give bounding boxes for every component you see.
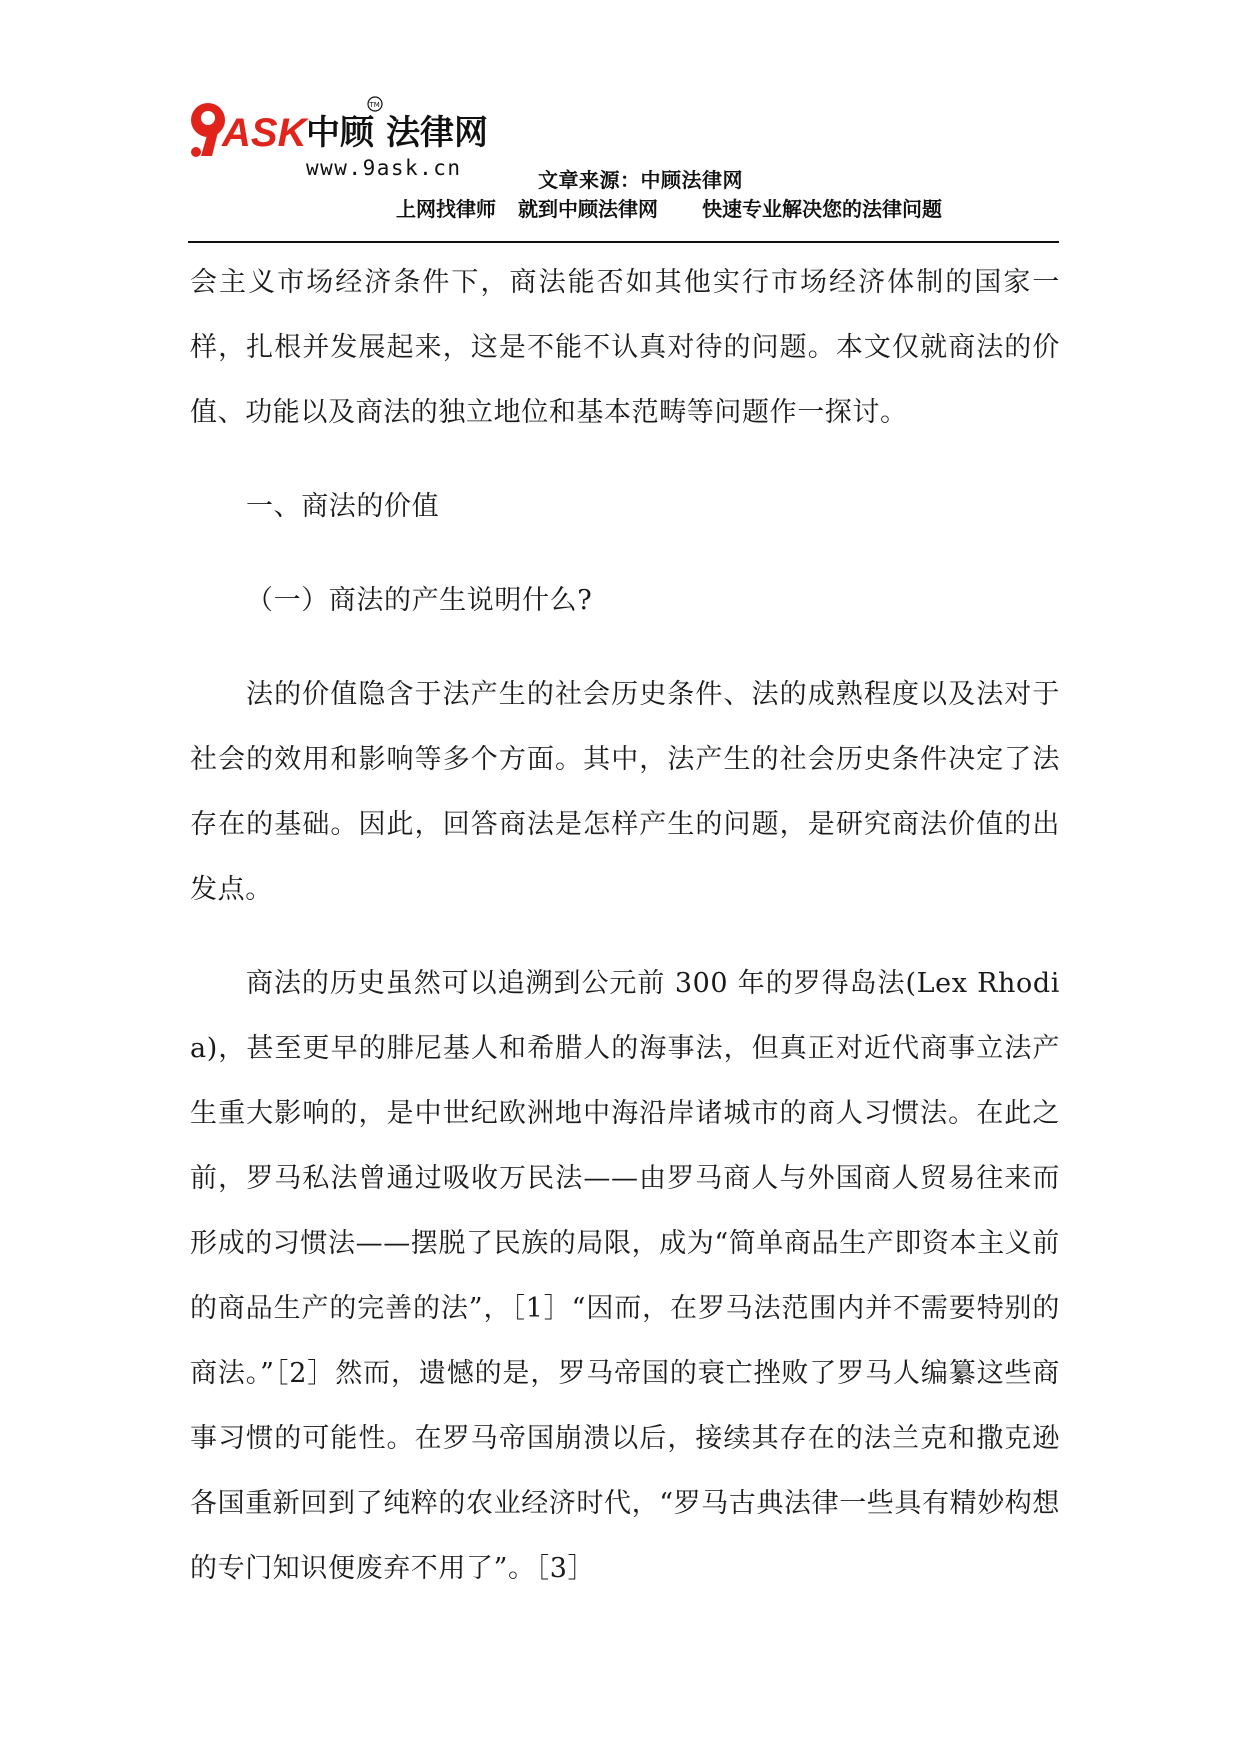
document-body xyxy=(190,250,1060,1601)
body-paragraph-1: 法的价值隐含于法产生的社会历史条件、法的成熟程度以及法对于社会的效用和影响等多个方面。其中，法产生的社会历史条件决定了法存在的基础。因此，回答商法是怎样产生的问题，是研究商法价值的出发点。 xyxy=(190,679,1060,905)
section-heading: 一、商法的价值 xyxy=(246,491,440,522)
logo-brand-cn2: 法律网 xyxy=(386,113,488,153)
intro-paragraph: 会主义市场经济条件下，商法能否如其他实行市场经济体制的国家一样，扎根并发展起来，这是不能不认真对待的问题。本文仅就商法的价值、功能以及商法的独立地位和基本范畴等问题作一探讨。 xyxy=(190,267,1060,428)
body-paragraph-2: 商法的历史虽然可以追溯到公元前 300 年的罗得岛法(Lex Rhodia)，甚至更早的腓尼基人和希腊人的海事法，但真正对近代商事立法产生重大影响的，是中世纪欧洲地中海沿岸诸城市的商人习惯法。在此之前，罗马私法曾通过吸收万民法——由罗马商人与外国商人贸易往来而形成的习惯法——摆脱了民族的局限，成为“简单商品生产即资本主义前的商品生产的完善的法”，［1］“因而，在罗马法范围内并不需要特别的商法。”［2］然而，遗憾的是，罗马帝国的衰亡挫败了罗马人编纂这些商事习惯的可能性。在罗马帝国崩溃以后，接续其存在的法兰克和撒克逊各国重新回到了纯粹的农业经济时代，“罗马古典法律一些具有精妙构想的专门知识便废弃不用了”。［3］ xyxy=(190,968,1061,1584)
header-slogans xyxy=(396,193,942,222)
subsection-heading: （一）商法的产生说明什么? xyxy=(246,585,593,616)
spacer xyxy=(190,922,1060,951)
logo-brand-mark: ASK xyxy=(222,111,307,155)
site-logo[interactable] xyxy=(188,96,508,186)
spacer xyxy=(190,445,1060,474)
slogan-fast-solve: 快速专业解决您的法律问题 xyxy=(702,197,942,221)
spacer xyxy=(190,539,1060,568)
page-header xyxy=(0,0,1241,248)
spacer xyxy=(190,633,1060,662)
logo-brand-cn: 中顾 xyxy=(306,113,374,153)
logo-trademark: TM xyxy=(369,101,380,109)
article-source: 文章来源：中顾法律网 xyxy=(538,168,743,192)
logo-graphic xyxy=(188,96,508,186)
slogan-site: 就到中顾法律网 xyxy=(518,197,658,221)
logo-url: www.9ask.cn xyxy=(306,156,462,180)
logo-nine-icon xyxy=(191,103,225,157)
header-divider xyxy=(188,241,1059,243)
slogan-find-lawyer: 上网找律师 xyxy=(396,197,496,221)
